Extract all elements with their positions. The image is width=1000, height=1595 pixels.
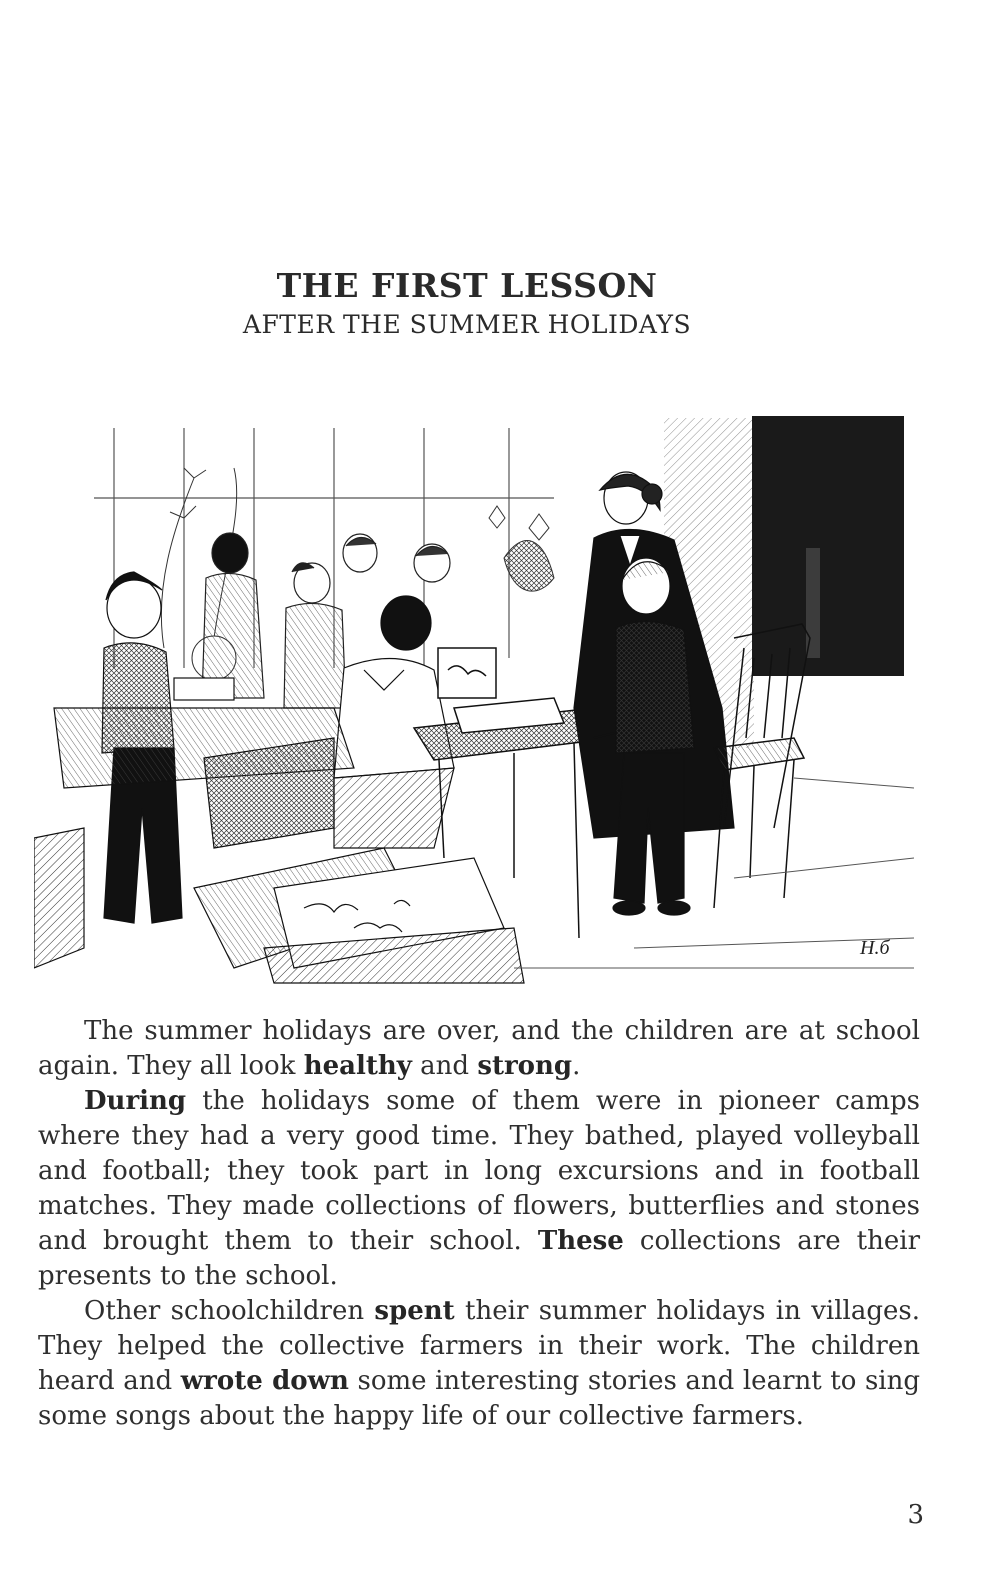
text-run: collections are their presents to the school. xyxy=(38,1226,921,1291)
classroom-illustration xyxy=(34,408,914,988)
emphasized-word: During xyxy=(84,1086,187,1116)
emphasized-word: healthy xyxy=(303,1051,412,1081)
text-run: . xyxy=(572,1051,581,1081)
text-run: some interesting stories and learnt to sing some songs about the happy life of our collective farmers. xyxy=(38,1366,920,1431)
body-text xyxy=(38,1014,920,1434)
seated-boy xyxy=(334,596,454,848)
page-subtitle: AFTER THE SUMMER HOLIDAYS xyxy=(242,310,692,339)
emphasized-word: strong xyxy=(477,1051,573,1081)
text-run: The summer holidays are over, and the children are at school again. They all look xyxy=(38,1016,920,1081)
page-number: 3 xyxy=(907,1500,924,1530)
text-run: the holidays some of them were in pioneer camps where they had a very good time. They bathed, played volleyball and football; they took part in long excursions and in football matches. They made collections of flowers, butterflies and stones and brought them to their school. xyxy=(38,1086,920,1256)
text-run: Other schoolchildren xyxy=(84,1296,375,1326)
paragraph-1 xyxy=(38,1014,920,1084)
page-title: THE FIRST LESSON xyxy=(276,266,658,306)
emphasized-word: spent xyxy=(374,1296,455,1326)
emphasized-word: wrote down xyxy=(180,1366,349,1396)
text-run: their summer holidays in villages. They helped the collective farmers in their work. The children heard and xyxy=(38,1296,920,1396)
emphasized-word: These xyxy=(537,1226,624,1256)
paragraph-3 xyxy=(38,1294,920,1434)
artist-signature: Н.б xyxy=(860,937,890,959)
blackboard xyxy=(752,416,904,676)
text-run: and xyxy=(411,1051,478,1081)
paragraph-2 xyxy=(38,1084,920,1294)
